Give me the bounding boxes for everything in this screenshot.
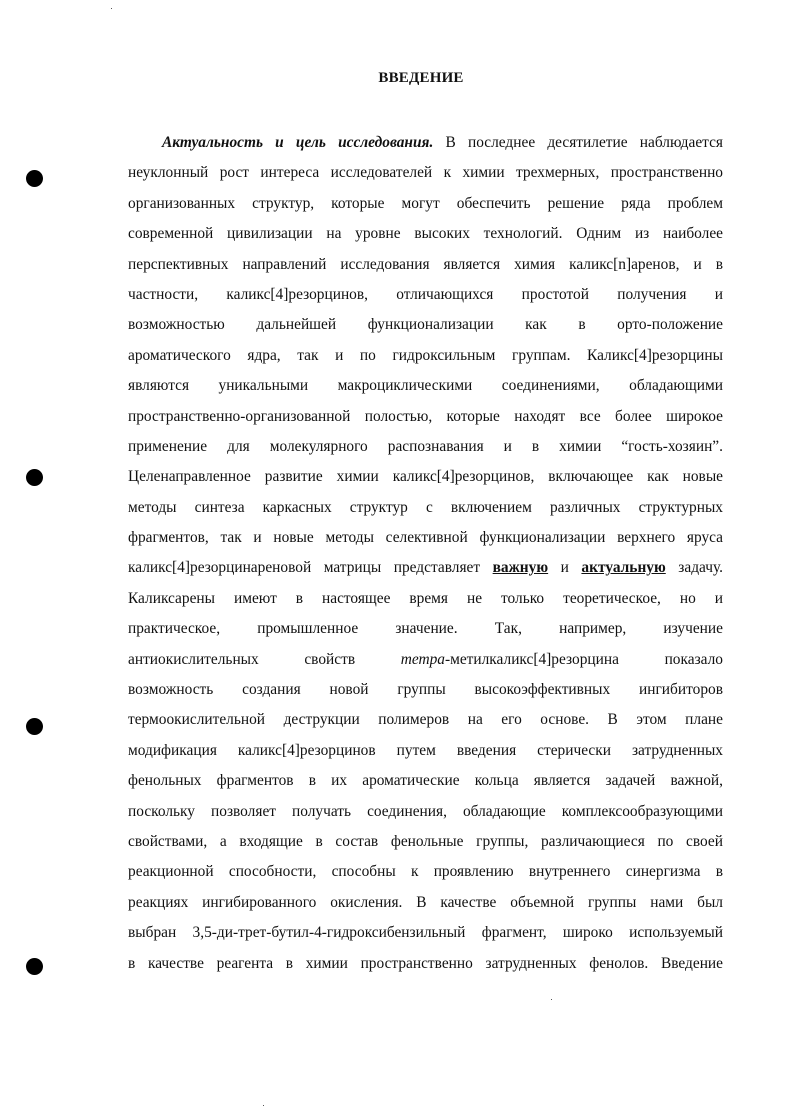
text-line [128, 645, 723, 675]
page-title: ВВЕДЕНИЕ [378, 70, 464, 86]
text-line [128, 949, 723, 979]
line-text: частности, каликс[4]резорцинов, отличающихся простотой получения и [128, 285, 723, 303]
binder-hole-icon [26, 958, 43, 975]
emphasis-text: актуальную [581, 559, 666, 577]
text-line [128, 705, 723, 735]
text-line [128, 766, 723, 796]
line-text: неуклонный рост интереса исследователей к химии трехмерных, пространственно [128, 164, 723, 182]
text-line [128, 432, 723, 462]
text-line [128, 250, 723, 280]
line-text: Каликсарены имеют в настоящее время не только теоретическое, но и [128, 589, 723, 607]
text-line [128, 857, 723, 887]
line-text: В последнее десятилетие наблюдается [433, 134, 723, 151]
line-text: и [548, 559, 582, 577]
text-line [128, 371, 723, 401]
binder-hole-icon [26, 469, 43, 486]
text-line [128, 614, 723, 644]
emphasis-text: важную [492, 559, 549, 577]
binder-hole-icon [26, 170, 43, 187]
line-text: Целенаправленное развитие химии каликс[4]резорцинов, включающее как новые [128, 468, 723, 486]
text-line [128, 736, 723, 766]
text-line [128, 219, 723, 249]
line-text: свойствами, а входящие в состав фенольные группы, различающиеся по своей [128, 832, 723, 850]
body-text [128, 128, 723, 979]
text-line [128, 462, 723, 492]
text-line [128, 827, 723, 857]
line-text: -метилкаликс[4]резорцина показало [444, 650, 723, 668]
text-line [128, 797, 723, 827]
line-text: выбран 3,5-ди-трет-бутил-4-гидроксибензильный фрагмент, широко используемый [128, 924, 723, 942]
text-line [128, 918, 723, 948]
text-line [128, 584, 723, 614]
line-text: пространственно-организованной полостью, которые находят все более широкое [128, 407, 723, 425]
text-line [128, 280, 723, 310]
line-text: применение для молекулярного распознавания и в химии “гость-хозяин”. [128, 437, 723, 455]
line-text: реакционной способности, способны к проявлению внутреннего синергизма в [128, 863, 723, 881]
text-line [128, 310, 723, 340]
line-text: современной цивилизации на уровне высоких технологий. Одним из наиболее [128, 225, 723, 243]
line-text: фенольных фрагментов в их ароматические кольца является задачей важной, [128, 772, 723, 790]
line-text: задачу. [665, 559, 723, 577]
scan-speck [551, 999, 552, 1000]
text-line [128, 553, 723, 583]
text-line [128, 888, 723, 918]
scan-speck [111, 8, 112, 9]
line-text: термоокислительной деструкции полимеров на его основе. В этом плане [128, 711, 723, 729]
line-text: реакциях ингибированного окисления. В качестве объемной группы нами был [128, 893, 723, 911]
text-line [128, 158, 723, 188]
line-text: фрагментов, так и новые методы селективной функционализации верхнего яруса [128, 529, 723, 547]
line-text: перспективных направлений исследования является химия каликс[n]аренов, и в [128, 255, 723, 273]
line-text: организованных структур, которые могут обеспечить решение ряда проблем [128, 194, 723, 212]
text-line [128, 402, 723, 432]
line-text: методы синтеза каркасных структур с включением различных структурных [128, 498, 723, 516]
line-text: модификация каликс[4]резорцинов путем введения стерически затрудненных [128, 741, 723, 759]
line-text: антиокислительных свойств [128, 650, 401, 668]
line-text: поскольку позволяет получать соединения, обладающие комплексообразующими [128, 802, 723, 820]
text-line [128, 493, 723, 523]
binder-hole-icon [26, 718, 43, 735]
section-lead: Актуальность и цель исследования. [162, 134, 434, 151]
line-text: возможностью дальнейшей функционализации как в орто-положение [128, 316, 723, 334]
line-text: каликс[4]резорцинареновой матрицы представляет [128, 559, 493, 577]
text-line [128, 341, 723, 371]
text-line [128, 675, 723, 705]
italic-prefix: тетра [400, 650, 445, 668]
text-line [128, 189, 723, 219]
line-text: в качестве реагента в химии пространственно затрудненных фенолов. Введение [128, 954, 723, 972]
scan-speck [263, 1105, 264, 1106]
line-text: ароматического ядра, так и по гидроксильным группам. Каликс[4]резорцины [128, 346, 723, 364]
line-text: практическое, промышленное значение. Так, например, изучение [128, 620, 723, 638]
text-line [128, 128, 723, 158]
text-line [128, 523, 723, 553]
line-text: возможность создания новой группы высокоэффективных ингибиторов [128, 681, 723, 699]
line-text: являются уникальными макроциклическими соединениями, обладающими [128, 377, 723, 395]
